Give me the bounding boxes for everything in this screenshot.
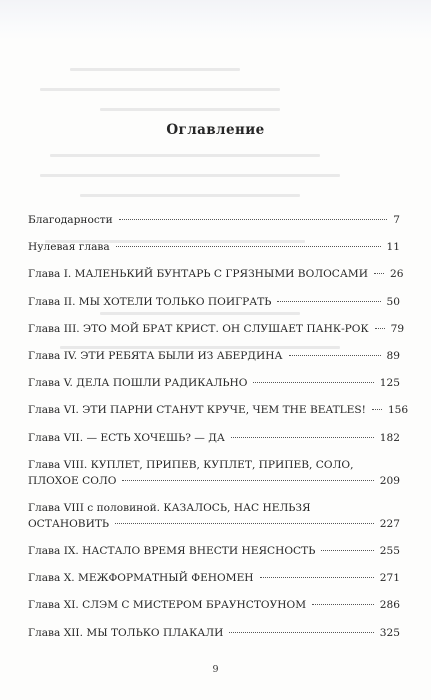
toc-entry-title: Глава III. ЭТО МОЙ БРАТ КРИСТ. ОН СЛУШАЕТ ПАНК-РОК (28, 322, 369, 335)
toc-entry-title: Глава I. МАЛЕНЬКИЙ БУНТАРЬ С ГРЯЗНЫМИ ВОЛОСАМИ (28, 268, 368, 281)
toc-entry (28, 457, 400, 489)
toc-entry-line (28, 500, 400, 516)
toc-entry-page-number: 11 (386, 241, 400, 254)
toc-entry-line (28, 375, 400, 391)
toc-entry (28, 625, 400, 641)
toc-entry-page-number: 227 (379, 517, 400, 530)
toc-entry-line (28, 473, 400, 489)
page-number: 9 (212, 664, 219, 675)
dot-leader (229, 632, 373, 633)
dot-leader (116, 246, 381, 247)
toc-entry-title: Глава VIII. КУПЛЕТ, ПРИПЕВ, КУПЛЕТ, ПРИПЕВ, СОЛО, (28, 458, 354, 471)
toc-entry-page-number: 156 (387, 404, 409, 417)
dot-leader (321, 550, 373, 551)
toc-entry (28, 239, 400, 255)
dot-leader (231, 437, 374, 438)
toc-entry-title: Глава VIII с половиной. КАЗАЛОСЬ, НАС НЕЛЬЗЯ (28, 501, 311, 514)
dot-leader (253, 382, 373, 383)
dot-leader (312, 604, 374, 605)
toc-entry (28, 294, 400, 310)
toc-entry-page-number: 255 (379, 545, 400, 558)
toc-entry-title: Благодарности (28, 214, 113, 226)
toc-entry (28, 500, 400, 532)
toc-entry-title: Глава XII. МЫ ТОЛЬКО ПЛАКАЛИ (28, 626, 224, 639)
toc-entry (28, 375, 400, 391)
toc-entry-page-number: 50 (386, 295, 400, 308)
dot-leader (119, 219, 388, 220)
toc-entry-line (28, 516, 400, 532)
toc-entry (28, 212, 400, 228)
toc-entry-line (28, 239, 400, 255)
dot-leader (277, 301, 380, 302)
toc-entry-line (28, 597, 400, 613)
toc-entry-line (28, 266, 404, 282)
toc-entry (28, 348, 400, 364)
toc-entry-line (28, 625, 400, 641)
dot-leader (289, 355, 381, 356)
toc-entry-title: Глава X. МЕЖФОРМАТНЫЙ ФЕНОМЕН (28, 572, 254, 585)
toc-entry (28, 266, 404, 282)
toc-entry (28, 402, 409, 418)
dot-leader (374, 273, 384, 274)
toc-entry-line (28, 402, 409, 418)
toc-entry-title: Глава IX. НАСТАЛО ВРЕМЯ ВНЕСТИ НЕЯСНОСТЬ (28, 545, 316, 558)
toc-entry-line (28, 543, 400, 559)
toc-entry-line (28, 570, 400, 586)
toc-entry-title: Нулевая глава (28, 241, 110, 254)
page-title: Оглавление (166, 122, 265, 138)
toc-entry (28, 570, 400, 586)
toc-entry-title: ОСТАНОВИТЬ (28, 517, 110, 530)
toc-entry-page-number: 271 (379, 572, 400, 585)
toc-entry-page-number: 286 (379, 599, 400, 612)
toc-entry-page-number: 26 (390, 268, 404, 281)
toc-entry-page-number: 182 (379, 431, 400, 444)
dot-leader (375, 328, 385, 329)
toc-entry-line (28, 212, 400, 228)
toc-entry-page-number: 209 (379, 474, 400, 487)
table-of-contents (28, 212, 409, 652)
dot-leader (122, 480, 373, 481)
toc-entry (28, 543, 400, 559)
toc-entry-page-number: 89 (386, 349, 400, 362)
toc-entry-page-number: 79 (390, 322, 405, 335)
toc-entry-line (28, 430, 400, 446)
toc-entry-title: Глава V. ДЕЛА ПОШЛИ РАДИКАЛЬНО (28, 377, 248, 390)
dot-leader (115, 523, 374, 524)
dot-leader (372, 409, 382, 410)
toc-entry-title: Глава II. МЫ ХОТЕЛИ ТОЛЬКО ПОИГРАТЬ (28, 295, 272, 308)
toc-entry-line (28, 348, 400, 364)
toc-entry-title: Глава XI. СЛЭМ С МИСТЕРОМ БРАУНСТОУНОМ (28, 599, 307, 612)
toc-entry-title: Глава VI. ЭТИ ПАРНИ СТАНУТ КРУЧЕ, ЧЕМ THE BEATLES! (28, 404, 366, 417)
toc-entry-title: Глава IV. ЭТИ РЕБЯТА БЫЛИ ИЗ АБЕРДИНА (28, 349, 283, 362)
toc-entry-line (28, 457, 400, 473)
toc-entry (28, 430, 400, 446)
toc-entry (28, 597, 400, 613)
toc-entry-page-number: 125 (379, 377, 400, 390)
toc-entry-title: ПЛОХОЕ СОЛО (28, 474, 117, 487)
toc-entry (28, 321, 405, 337)
scan-edge-shadow (0, 0, 431, 40)
dot-leader (260, 577, 374, 578)
toc-entry-page-number: 7 (393, 214, 400, 226)
toc-entry-page-number: 325 (379, 626, 400, 639)
toc-entry-title: Глава VII. — ЕСТЬ ХОЧЕШЬ? — ДА (28, 431, 225, 444)
toc-entry-line (28, 321, 405, 337)
toc-entry-line (28, 294, 400, 310)
